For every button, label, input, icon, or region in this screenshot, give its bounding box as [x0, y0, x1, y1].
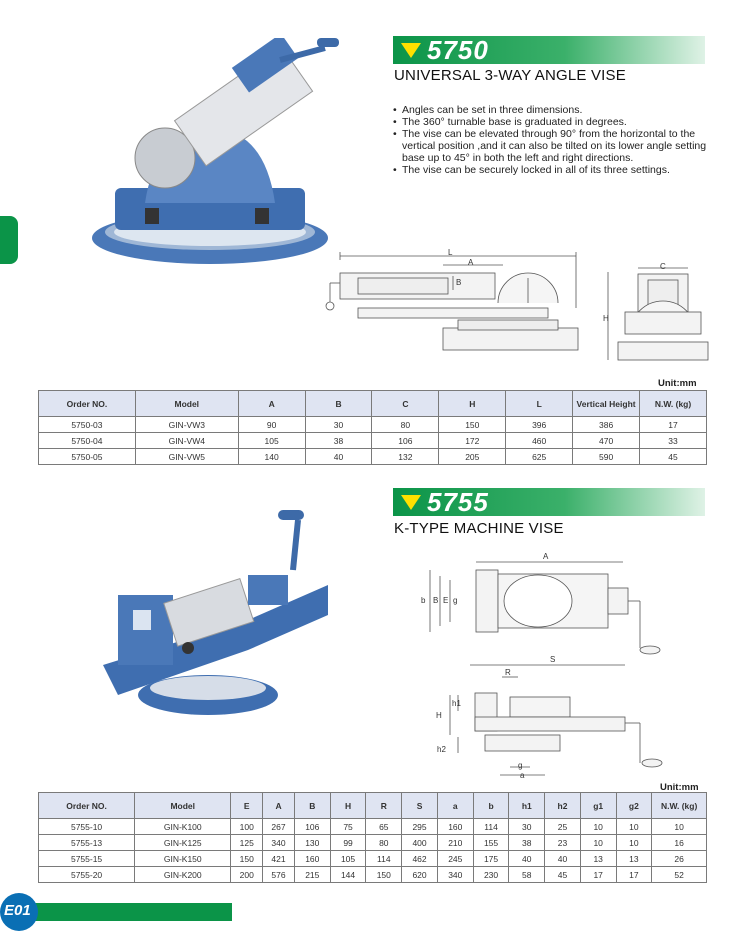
spec-table-5755: [38, 792, 707, 883]
cell: 13: [616, 851, 652, 867]
cell: 396: [506, 417, 573, 433]
dim-label-C: C: [660, 262, 666, 271]
cell: 40: [305, 449, 372, 465]
cell: 105: [238, 433, 305, 449]
feature-item: • Angles can be set in three dimensions.: [393, 104, 711, 116]
col-header: S: [402, 793, 438, 819]
cell: 150: [439, 417, 506, 433]
vise-5750-photo: [85, 38, 345, 268]
table-row: [39, 819, 707, 835]
dim-label-a: a: [520, 771, 525, 780]
table-header-row: [39, 391, 707, 417]
col-header: h1: [509, 793, 545, 819]
vise-5755-top-drawing: [418, 550, 668, 655]
col-header: a: [437, 793, 473, 819]
cell: 150: [366, 867, 402, 883]
cell: 80: [366, 835, 402, 851]
vise-5750-end-drawing: [600, 262, 712, 364]
col-header: A: [238, 391, 305, 417]
cell: 462: [402, 851, 438, 867]
footer-bar: [30, 903, 232, 921]
cell: 130: [294, 835, 330, 851]
cell: 65: [366, 819, 402, 835]
cell: GIN-K125: [135, 835, 231, 851]
col-header: h2: [545, 793, 581, 819]
cell: 25: [545, 819, 581, 835]
cell: 210: [437, 835, 473, 851]
cell: 40: [509, 851, 545, 867]
col-header: Model: [135, 793, 231, 819]
cell: 33: [640, 433, 707, 449]
col-header: Order NO.: [39, 391, 136, 417]
col-header: E: [231, 793, 263, 819]
cell: 125: [231, 835, 263, 851]
cell: 45: [545, 867, 581, 883]
dim-label-H: H: [603, 314, 609, 323]
cell: GIN-K200: [135, 867, 231, 883]
table-row: [39, 449, 707, 465]
col-header: C: [372, 391, 439, 417]
spec-table-5750: [38, 390, 707, 465]
cell: 10: [580, 835, 616, 851]
cell: 114: [473, 819, 509, 835]
feature-list: [393, 104, 711, 176]
cell: 470: [573, 433, 640, 449]
cell: 144: [330, 867, 366, 883]
cell: 5750-04: [39, 433, 136, 449]
table-row: [39, 851, 707, 867]
triangle-marker-icon: [401, 43, 421, 58]
dim-label-E: E: [443, 596, 449, 605]
col-header: H: [439, 391, 506, 417]
cell: 625: [506, 449, 573, 465]
cell: 230: [473, 867, 509, 883]
dim-label-A: A: [543, 552, 549, 561]
table-row: [39, 417, 707, 433]
cell: 175: [473, 851, 509, 867]
cell: 267: [263, 819, 295, 835]
cell: 23: [545, 835, 581, 851]
cell: 5750-05: [39, 449, 136, 465]
product-title: K-TYPE MACHINE VISE: [394, 520, 564, 537]
cell: 160: [294, 851, 330, 867]
dim-label-R: R: [505, 668, 511, 677]
cell: 386: [573, 417, 640, 433]
cell: 200: [231, 867, 263, 883]
cell: 460: [506, 433, 573, 449]
dim-label-h1: h1: [452, 699, 461, 708]
cell: 205: [439, 449, 506, 465]
cell: 75: [330, 819, 366, 835]
cell: 99: [330, 835, 366, 851]
dim-label-B: B: [456, 278, 462, 287]
cell: 132: [372, 449, 439, 465]
page-number: E01: [4, 902, 31, 919]
vise-5755-photo: [98, 500, 338, 720]
cell: 155: [473, 835, 509, 851]
col-header: B: [294, 793, 330, 819]
dim-label-h2: h2: [437, 745, 446, 754]
cell: 5755-13: [39, 835, 135, 851]
dim-label-g: g: [453, 596, 458, 605]
dim-label-A: A: [468, 258, 474, 267]
cell: 105: [330, 851, 366, 867]
cell: 160: [437, 819, 473, 835]
col-header: H: [330, 793, 366, 819]
cell: 245: [437, 851, 473, 867]
table-row: [39, 867, 707, 883]
cell: GIN-K100: [135, 819, 231, 835]
col-header: A: [263, 793, 295, 819]
header-bar-5755: [393, 488, 705, 516]
col-header: R: [366, 793, 402, 819]
dim-label-g1: g: [518, 761, 523, 770]
product-title: UNIVERSAL 3-WAY ANGLE VISE: [394, 67, 626, 84]
product-code: 5755: [427, 487, 489, 517]
unit-label-5750: Unit:mm: [658, 378, 697, 389]
dim-label-H: H: [436, 711, 442, 720]
table-row: [39, 835, 707, 851]
cell: GIN-VW3: [135, 417, 238, 433]
cell: 590: [573, 449, 640, 465]
cell: 421: [263, 851, 295, 867]
col-header: g2: [616, 793, 652, 819]
unit-label-5755: Unit:mm: [660, 782, 699, 793]
feature-item: • The vise can be elevated through 90° from the horizontal to the vertical position ,and it can also be tilted on its lower angle setting base up to 45° in both the left and right directions.: [393, 128, 711, 164]
col-header: Order NO.: [39, 793, 135, 819]
cell: 16: [652, 835, 707, 851]
col-header: g1: [580, 793, 616, 819]
dim-label-S: S: [550, 655, 556, 664]
cell: 26: [652, 851, 707, 867]
cell: 400: [402, 835, 438, 851]
col-header: Model: [135, 391, 238, 417]
cell: 100: [231, 819, 263, 835]
cell: 13: [580, 851, 616, 867]
product-code: 5750: [427, 35, 489, 65]
cell: 106: [372, 433, 439, 449]
col-header: N.W. (kg): [640, 391, 707, 417]
cell: 10: [580, 819, 616, 835]
vise-5750-side-drawing: [318, 248, 583, 363]
cell: 172: [439, 433, 506, 449]
section-tab: [0, 216, 18, 264]
col-header: L: [506, 391, 573, 417]
triangle-marker-icon: [401, 495, 421, 510]
cell: 5755-15: [39, 851, 135, 867]
cell: 620: [402, 867, 438, 883]
cell: 576: [263, 867, 295, 883]
cell: GIN-K150: [135, 851, 231, 867]
cell: 106: [294, 819, 330, 835]
cell: GIN-VW4: [135, 433, 238, 449]
cell: 5750-03: [39, 417, 136, 433]
cell: 114: [366, 851, 402, 867]
cell: 90: [238, 417, 305, 433]
vise-5755-side-drawing: [430, 655, 672, 780]
cell: 150: [231, 851, 263, 867]
col-header: b: [473, 793, 509, 819]
col-header: Vertical Height: [573, 391, 640, 417]
cell: 10: [616, 819, 652, 835]
cell: 340: [263, 835, 295, 851]
cell: 40: [545, 851, 581, 867]
feature-item: • The 360° turnable base is graduated in degrees.: [393, 116, 711, 128]
cell: 30: [509, 819, 545, 835]
dim-label-L: L: [448, 248, 453, 257]
cell: 10: [616, 835, 652, 851]
cell: 340: [437, 867, 473, 883]
cell: 30: [305, 417, 372, 433]
cell: 295: [402, 819, 438, 835]
header-bar-5750: [393, 36, 705, 64]
cell: 58: [509, 867, 545, 883]
cell: 38: [509, 835, 545, 851]
cell: 45: [640, 449, 707, 465]
col-header: N.W. (kg): [652, 793, 707, 819]
cell: 10: [652, 819, 707, 835]
cell: 38: [305, 433, 372, 449]
cell: 52: [652, 867, 707, 883]
dim-label-B: B: [433, 596, 439, 605]
cell: 17: [616, 867, 652, 883]
cell: 5755-10: [39, 819, 135, 835]
table-row: [39, 433, 707, 449]
cell: 215: [294, 867, 330, 883]
cell: 17: [640, 417, 707, 433]
cell: 80: [372, 417, 439, 433]
dim-label-b: b: [421, 596, 426, 605]
col-header: B: [305, 391, 372, 417]
cell: GIN-VW5: [135, 449, 238, 465]
cell: 140: [238, 449, 305, 465]
feature-item: • The vise can be securely locked in all of its three settings.: [393, 164, 711, 176]
table-header-row: [39, 793, 707, 819]
cell: 17: [580, 867, 616, 883]
cell: 5755-20: [39, 867, 135, 883]
